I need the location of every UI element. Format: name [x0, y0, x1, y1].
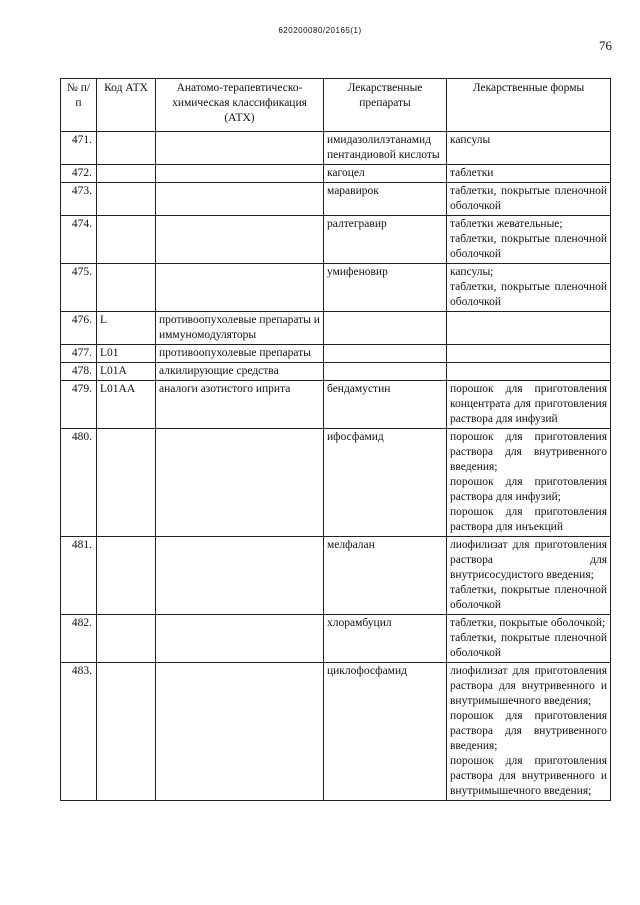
atc-classification: [156, 663, 324, 801]
dosage-form-item: таблетки: [450, 167, 494, 179]
dosage-form-item: капсулы: [450, 134, 491, 146]
dosage-forms: [447, 165, 611, 183]
atc-classification: [156, 264, 324, 312]
header-drugs: Лекарственные препараты: [324, 79, 447, 132]
dosage-forms: [447, 216, 611, 264]
dosage-form-item: порошок для приготовления раствора для внутривенного и внутримышечного введения;: [450, 755, 607, 797]
atc-code: [97, 165, 156, 183]
dosage-forms: [447, 381, 611, 429]
row-number: 477.: [61, 345, 97, 363]
atc-classification: [156, 615, 324, 663]
table-row: [61, 615, 611, 663]
dosage-forms: [447, 312, 611, 345]
atc-classification: алкилирующие средства: [156, 363, 324, 381]
dosage-form-item: таблетки, покрытые оболочкой;: [450, 617, 606, 629]
drug-name: циклофосфамид: [324, 663, 447, 801]
row-number: 481.: [61, 537, 97, 615]
header-atc-classification: Анатомо-терапевтическо-химическая классификация (АТХ): [156, 79, 324, 132]
dosage-forms: [447, 429, 611, 537]
atc-code: [97, 537, 156, 615]
drug-name: имидазолилэтанамид пентандиовой кислоты: [324, 132, 447, 165]
dosage-form-item: порошок для приготовления раствора для инфузий;: [450, 476, 607, 503]
table-row: [61, 381, 611, 429]
drug-name: [324, 312, 447, 345]
drug-name: ифосфамид: [324, 429, 447, 537]
dosage-forms: [447, 345, 611, 363]
drug-name: кагоцел: [324, 165, 447, 183]
row-number: 473.: [61, 183, 97, 216]
row-number: 483.: [61, 663, 97, 801]
atc-code: [97, 183, 156, 216]
table-body: [61, 132, 611, 801]
atc-code: [97, 216, 156, 264]
drug-name: бендамустин: [324, 381, 447, 429]
header-dosage-forms: Лекарственные формы: [447, 79, 611, 132]
table-row: [61, 429, 611, 537]
dosage-forms: [447, 363, 611, 381]
atc-code: L01: [97, 345, 156, 363]
atc-code: [97, 264, 156, 312]
atc-code: [97, 663, 156, 801]
table-row: [61, 663, 611, 801]
drug-name: умифеновир: [324, 264, 447, 312]
row-number: 471.: [61, 132, 97, 165]
atc-classification: [156, 537, 324, 615]
table-row: [61, 216, 611, 264]
dosage-forms: [447, 615, 611, 663]
table-row: [61, 165, 611, 183]
dosage-forms: [447, 132, 611, 165]
table-row: [61, 363, 611, 381]
dosage-forms: [447, 183, 611, 216]
dosage-form-item: порошок для приготовления раствора для внутривенного введения;: [450, 431, 607, 473]
row-number: 472.: [61, 165, 97, 183]
dosage-form-item: таблетки жевательные;: [450, 218, 563, 230]
atc-classification: [156, 216, 324, 264]
dosage-form-item: таблетки, покрытые пленочной оболочкой: [450, 281, 607, 308]
atc-code: L: [97, 312, 156, 345]
row-number: 482.: [61, 615, 97, 663]
atc-classification: [156, 429, 324, 537]
dosage-form-item: лиофилизат для приготовления раствора для внутривенного и внутримышечного введения;: [450, 665, 607, 707]
table-row: [61, 264, 611, 312]
table-row: [61, 312, 611, 345]
dosage-forms: [447, 663, 611, 801]
drug-name: маравирок: [324, 183, 447, 216]
drug-name: мелфалан: [324, 537, 447, 615]
dosage-forms: [447, 264, 611, 312]
dosage-form-item: капсулы;: [450, 266, 494, 278]
drug-name: [324, 363, 447, 381]
drug-name: ралтегравир: [324, 216, 447, 264]
dosage-forms: [447, 537, 611, 615]
atc-code: L01AA: [97, 381, 156, 429]
dosage-form-item: порошок для приготовления раствора для внутривенного введения;: [450, 710, 607, 752]
drug-table: [60, 78, 611, 801]
header-atc-code: Код АТХ: [97, 79, 156, 132]
row-number: 475.: [61, 264, 97, 312]
page-number: 76: [599, 38, 612, 53]
document-id: 620200080/20165(1): [278, 26, 362, 35]
row-number: 480.: [61, 429, 97, 537]
atc-classification: противоопухолевые препараты и иммуномодуляторы: [156, 312, 324, 345]
row-number: 479.: [61, 381, 97, 429]
dosage-form-item: таблетки, покрытые пленочной оболочкой: [450, 185, 607, 212]
atc-classification: [156, 183, 324, 216]
header-number: № п/п: [61, 79, 97, 132]
drug-name: [324, 345, 447, 363]
atc-code: [97, 429, 156, 537]
table-row: [61, 345, 611, 363]
row-number: 476.: [61, 312, 97, 345]
row-number: 478.: [61, 363, 97, 381]
atc-classification: [156, 165, 324, 183]
atc-classification: противоопухолевые препараты: [156, 345, 324, 363]
dosage-form-item: таблетки, покрытые пленочной оболочкой: [450, 584, 607, 611]
atc-classification: [156, 132, 324, 165]
table-row: [61, 537, 611, 615]
atc-code: [97, 132, 156, 165]
table-row: [61, 183, 611, 216]
dosage-form-item: порошок для приготовления концентрата для приготовления раствора для инфузий: [450, 383, 607, 425]
atc-code: [97, 615, 156, 663]
dosage-form-item: таблетки, покрытые пленочной оболочкой: [450, 632, 607, 659]
drug-name: хлорамбуцил: [324, 615, 447, 663]
atc-code: L01A: [97, 363, 156, 381]
row-number: 474.: [61, 216, 97, 264]
dosage-form-item: лиофилизат для приготовления раствора для внутрисосудистого введения;: [450, 539, 607, 581]
table-header-row: [61, 79, 611, 132]
dosage-form-item: порошок для приготовления раствора для инъекций: [450, 506, 607, 533]
dosage-form-item: таблетки, покрытые пленочной оболочкой: [450, 233, 607, 260]
table-row: [61, 132, 611, 165]
atc-classification: аналоги азотистого иприта: [156, 381, 324, 429]
